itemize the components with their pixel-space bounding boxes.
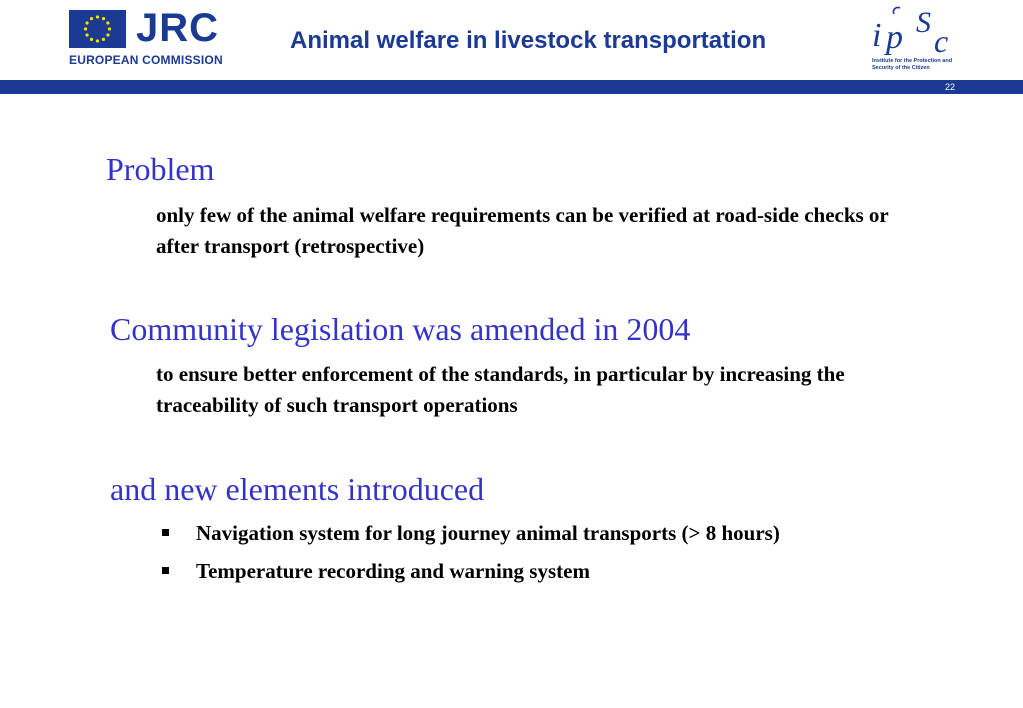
heading-problem: Problem xyxy=(106,151,215,187)
bullet-square-icon xyxy=(162,567,169,574)
list-item-text: Temperature recording and warning system xyxy=(196,559,590,583)
slide-title: Animal welfare in livestock transportation xyxy=(290,27,767,54)
heading-legislation: Community legislation was amended in 2004 xyxy=(110,311,691,347)
legislation-text: to ensure better enforcement of the standards, in particular by increasing the traceability of such transport operations xyxy=(156,362,845,417)
jrc-logo-text: JRC xyxy=(136,6,220,50)
svg-text:S: S xyxy=(916,6,931,39)
list-item-text: Navigation system for long journey animal transports (> 8 hours) xyxy=(196,521,780,545)
svg-text:i: i xyxy=(872,17,882,54)
ipsc-subtitle: Institute for the Protection and Security of the Citizen xyxy=(872,58,953,71)
european-commission-label: EUROPEAN COMMISSION xyxy=(69,53,223,67)
list-item xyxy=(160,518,980,549)
svg-text:p: p xyxy=(886,19,903,56)
bullet-square-icon xyxy=(162,529,169,536)
slide-header xyxy=(0,0,1023,95)
eu-flag-icon xyxy=(69,10,126,48)
new-elements-list xyxy=(160,518,980,594)
svg-text:c: c xyxy=(934,23,949,59)
problem-text: only few of the animal welfare requirements can be verified at road-side checks or after transport (retrospective) xyxy=(156,203,889,258)
list-item xyxy=(160,556,980,587)
page-number: 22 xyxy=(944,82,955,92)
heading-new-elements: and new elements introduced xyxy=(110,471,485,507)
header-bar xyxy=(0,80,1023,94)
